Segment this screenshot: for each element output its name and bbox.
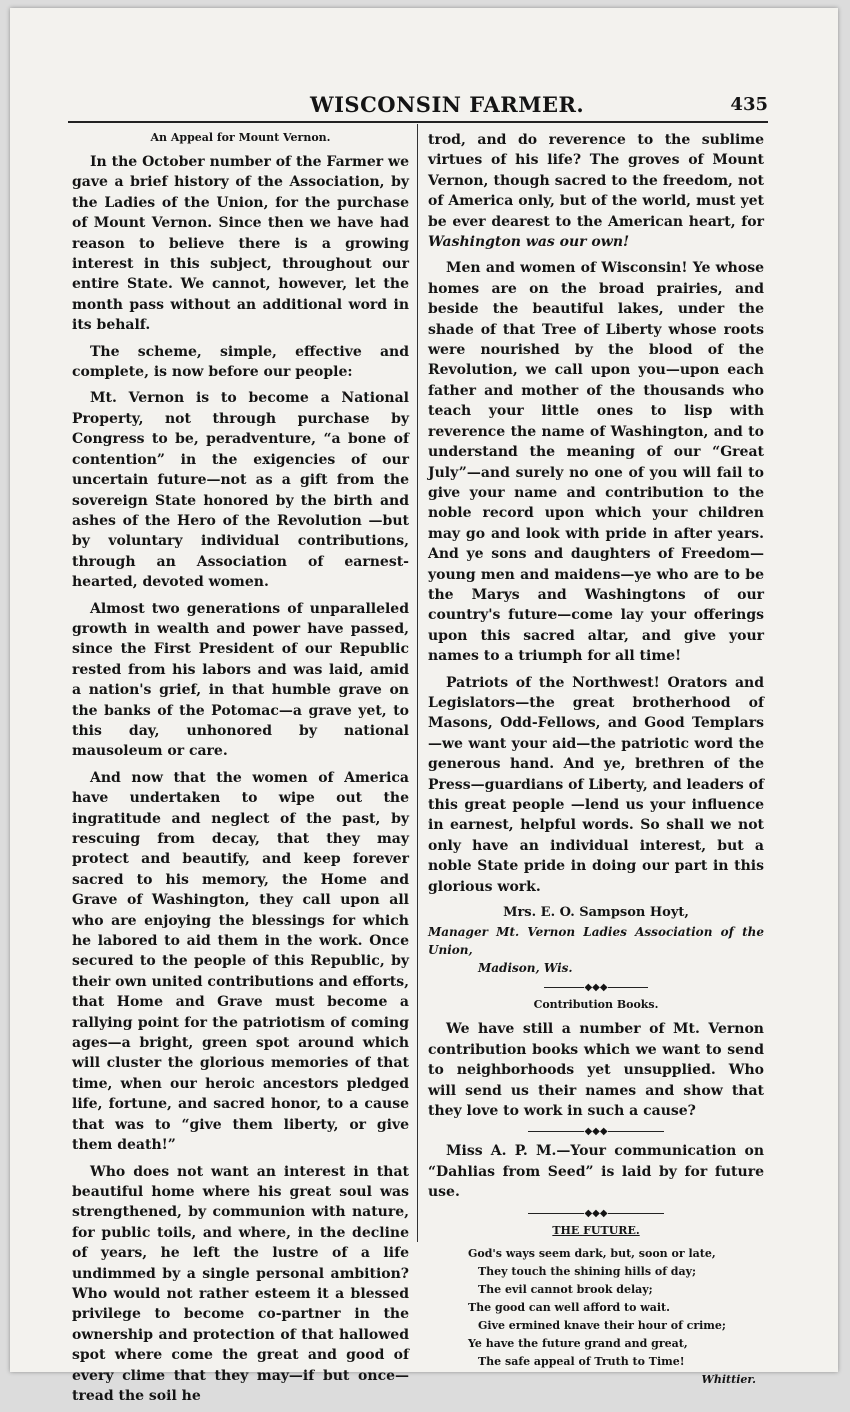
paragraph: Patriots of the Northwest! Orators and Legislators—the great brotherhood of Masons, Odd-Fellows, and Good Templars—we want your aid—the patriotic word the generous hand. And ye, brethren of the Press—guardians of Liberty, and leaders of this great people —lend us your influence in earnest, helpful words. So shall we not only have an individual interest, but a noble State pride in doing our part in this glorious work. — [428, 674, 764, 895]
poem-line: The safe appeal of Truth to Time! — [478, 1354, 685, 1368]
ornament-divider — [428, 1127, 764, 1137]
paragraph: And now that the women of America have undertaken to wipe out the ingratitude and neglect of the past, by rescuing from decay, that they may protect and beautify, and keep forever sacred to his memory, the Home and Grave of Washington, they call upon all who are enjoying the blessings for which he labored to aid them in the work. Once secured to the people of this Republic, by their own united contributions and efforts, that Home and Grave must become a rallying point for the patriotism of coming ages—a bright, green spot around which will cluster the glorious memories of that time, when our heroic ancestors pledged life, fortune, and sacred honor, to a cause that was to “give them liberty, or give them death!” — [72, 769, 409, 1154]
poem — [468, 1245, 764, 1389]
poem-line: They touch the shining hills of day; — [478, 1264, 697, 1278]
signature-name: Mrs. E. O. Sampson Hoyt, — [503, 905, 689, 921]
running-header — [68, 92, 768, 122]
paragraph: In the October number of the Farmer we gave a brief history of the Association, by the Ladies of the Union, for the purchase of Mount Vernon. Since then we have had reason to believe there is a growing interest in this subject, throughout our entire State. We cannot, however, let the month pass without an additional word in its behalf. — [72, 154, 409, 334]
ornament-glyph: ◆◆◆ — [584, 1207, 608, 1219]
left-column — [72, 130, 409, 1412]
poem-line: Ye have the future grand and great, — [468, 1336, 688, 1350]
article-heading: An Appeal for Mount Vernon. — [150, 131, 331, 144]
paragraph-continuation — [428, 130, 764, 252]
paragraph: We have still a number of Mt. Vernon contribution books which we want to send to neighborhoods yet unsupplied. Who will send us their names and show that they love to work in such a cause? — [428, 1021, 764, 1120]
signature-location: Madison, Wis. — [478, 961, 573, 976]
continuation-text: trod, and do reverence to the sublime virtues of his life? The groves of Mount Vernon, though sacred to the freedom, not of America only, but of the world, must yet be ever dearest to the American heart, for — [428, 132, 764, 230]
ornament-glyph: ◆◆◆ — [584, 1126, 608, 1138]
section-heading: Contribution Books. — [533, 998, 659, 1012]
poem-line: The good can well afford to wait. — [468, 1300, 670, 1314]
paragraph: Men and women of Wisconsin! Ye whose homes are on the broad prairies, and beside the beautiful lakes, under the shade of that Tree of Liberty whose roots were nourished by the blood of the Revolution, we call upon you—upon each father and mother of the thousands who teach your little ones to lisp with reverence the name of Washington, and to understand the meaning of our “Great July”—and surely no one of you will fail to give your name and contribution to the noble record upon which your children may go and look with pride in after years. And ye sons and daughters of Freedom—young men and maidens—ye who are to be the Marys and Washingtons of our country's future—come lay your offerings upon this sacred altar, and give your names to a triumph for all time! — [428, 260, 764, 665]
paragraph: The scheme, simple, effective and complete, is now before our people: — [72, 343, 409, 381]
ornament-divider — [428, 983, 764, 993]
signature-affiliation: Manager Mt. Vernon Ladies Association of the Union, — [428, 925, 764, 958]
notice: Miss A. P. M.—Your communication on “Dahlias from Seed” is laid by for future use. — [428, 1143, 764, 1201]
continuation-italic: Washington was our own! — [428, 234, 630, 251]
poem-line: God's ways seem dark, but, soon or late, — [468, 1246, 716, 1260]
header-rule — [68, 121, 768, 123]
poem-line: Give ermined knave their hour of crime; — [478, 1318, 726, 1332]
poem-line: The evil cannot brook delay; — [478, 1282, 653, 1296]
right-column — [428, 130, 764, 1389]
paragraph: Almost two generations of unparalleled growth in wealth and power have passed, since the First President of our Republic rested from his labors and was laid, amid a nation's grief, in that humble grave on the banks of the Potomac—a grave yet, to this day, unhonored by national mausoleum or care. — [72, 600, 409, 760]
poem-title: THE FUTURE. — [552, 1223, 640, 1237]
page-number: 435 — [730, 94, 768, 115]
poem-author: Whittier. — [701, 1372, 756, 1386]
ornament-divider — [428, 1209, 764, 1219]
paragraph: Who does not want an interest in that beautiful home where his great soul was strengthened, by communion with nature, for public toils, and where, in the decline of years, he left the lustre of a life undimmed by a single personal ambition? Who would not rather esteem it a blessed privilege to become co-partner in the ownership and protection of that hallowed spot where come the great and good of every clime that they may—if but once—tread the soil he — [72, 1163, 409, 1404]
column-divider — [417, 124, 418, 1242]
ornament-glyph: ◆◆◆ — [584, 982, 608, 994]
paragraph: Mt. Vernon is to become a National Property, not through purchase by Congress to be, peradventure, “a bone of contention” in the exigencies of our uncertain future—not as a gift from the sovereign State honored by the birth and ashes of the Hero of the Revolution —but by voluntary individual contributions, through an Association of earnest-hearted, devoted women. — [72, 390, 409, 591]
journal-title: WISCONSIN FARMER. — [310, 92, 585, 117]
